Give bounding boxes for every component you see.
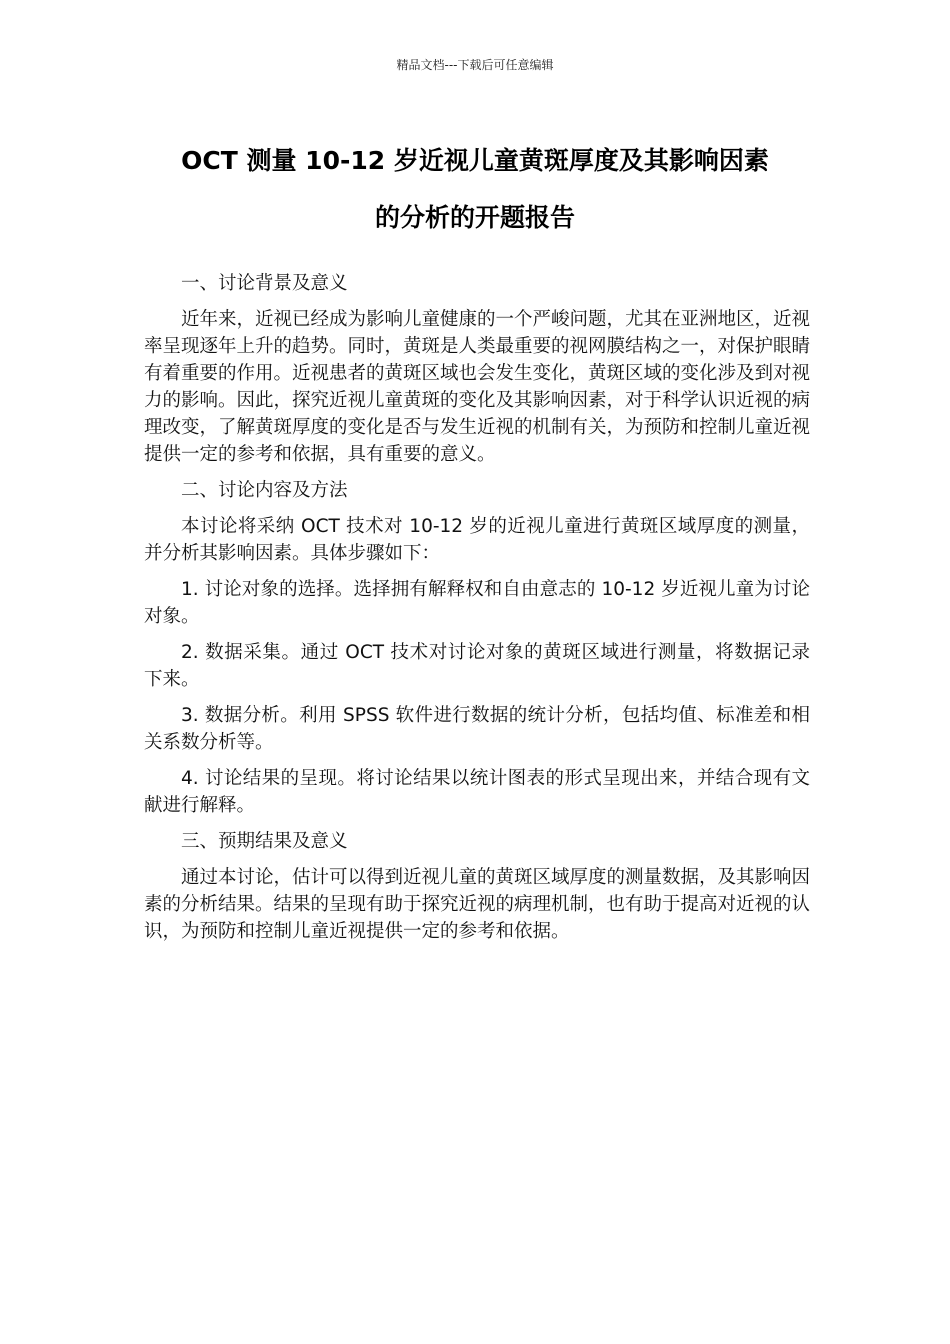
section-3-heading: 三、预期结果及意义 — [181, 831, 348, 852]
document-body — [144, 270, 810, 954]
section-2-step-4: 4. 讨论结果的呈现。将讨论结果以统计图表的形式呈现出来，并结合现有文献进行解释。 — [144, 768, 810, 816]
document-title — [120, 132, 830, 246]
section-1-heading: 一、讨论背景及意义 — [181, 273, 348, 294]
section-1-paragraph: 近年来，近视已经成为影响儿童健康的一个严峻问题，尤其在亚洲地区，近视率呈现逐年上升的趋势。同时，黄斑是人类最重要的视网膜结构之一，对保护眼睛有着重要的作用。近视患者的黄斑区域也会发生变化，黄斑区域的变化涉及到对视力的影响。因此，探究近视儿童黄斑的变化及其影响因素，对于科学认识近视的病理改变，了解黄斑厚度的变化是否与发生近视的机制有关，为预防和控制儿童近视提供一定的参考和依据，具有重要的意义。 — [144, 309, 811, 465]
section-2-step-2: 2. 数据采集。通过 OCT 技术对讨论对象的黄斑区域进行测量，将数据记录下来。 — [144, 642, 810, 690]
header-note: 精品文档---下载后可任意编辑 — [396, 58, 554, 72]
section-2-step-3: 3. 数据分析。利用 SPSS 软件进行数据的统计分析，包括均值、标准差和相关系数分析等。 — [144, 705, 810, 753]
title-line-2: 的分析的开题报告 — [374, 203, 575, 232]
section-3-paragraph: 通过本讨论，估计可以得到近视儿童的黄斑区域厚度的测量数据，及其影响因素的分析结果。结果的呈现有助于探究近视的病理机制，也有助于提高对近视的认识，为预防和控制儿童近视提供一定的参考和依据。 — [144, 867, 811, 942]
title-line-1: OCT 测量 10-12 岁近视儿童黄斑厚度及其影响因素 — [181, 146, 769, 175]
section-2-heading: 二、讨论内容及方法 — [181, 480, 348, 501]
section-2-intro: 本讨论将采纳 OCT 技术对 10-12 岁的近视儿童进行黄斑区域厚度的测量，并分析其影响因素。具体步骤如下： — [144, 516, 810, 564]
section-2-step-1: 1. 讨论对象的选择。选择拥有解释权和自由意志的 10-12 岁近视儿童为讨论对象。 — [144, 579, 810, 627]
